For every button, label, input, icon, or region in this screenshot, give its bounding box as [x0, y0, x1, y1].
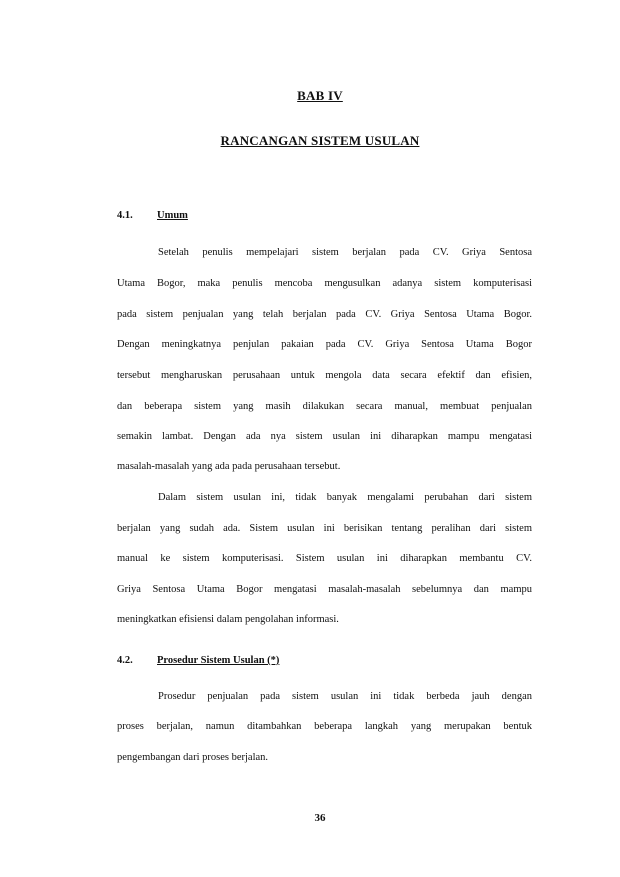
paragraph-line: Utama Bogor, maka penulis mencoba mengusulkan adanya sistem komputerisasi	[117, 278, 532, 289]
paragraph-line: pengembangan dari proses berjalan.	[117, 752, 269, 763]
paragraph-line: meningkatkan efisiensi dalam pengolahan informasi.	[117, 614, 339, 625]
paragraph-line: tersebut mengharuskan perusahaan untuk mengola data secara efektif dan efisien,	[117, 370, 532, 381]
paragraph-line: semakin lambat. Dengan ada nya sistem usulan ini diharapkan mampu mengatasi	[117, 431, 532, 442]
paragraph-line: pada sistem penjualan yang telah berjalan pada CV. Griya Sentosa Utama Bogor.	[117, 309, 532, 320]
paragraph-line: manual ke sistem komputerisasi. Sistem usulan ini diharapkan membantu CV.	[117, 553, 532, 564]
chapter-heading: BAB IV	[297, 88, 343, 103]
paragraph-line: Prosedur penjualan pada sistem usulan ini tidak berbeda jauh dengan	[158, 691, 532, 702]
paragraph-line: berjalan yang sudah ada. Sistem usulan ini berisikan tentang peralihan dari sistem	[117, 523, 532, 534]
section-number: 4.1.	[117, 210, 133, 221]
section-title: Umum	[157, 210, 188, 221]
paragraph-line: dan beberapa sistem yang masih dilakukan secara manual, membuat penjualan	[117, 401, 532, 412]
paragraph-line: Dengan meningkatnya penjulan pakaian pada CV. Griya Sentosa Utama Bogor	[117, 339, 532, 350]
section-title: Prosedur Sistem Usulan (*)	[157, 655, 280, 666]
section-number: 4.2.	[117, 655, 133, 666]
paragraph-line: masalah-masalah yang ada pada perusahaan tersebut.	[117, 461, 341, 472]
page-number: 36	[314, 812, 326, 824]
paragraph-line: Setelah penulis mempelajari sistem berjalan pada CV. Griya Sentosa	[158, 247, 532, 258]
chapter-title: RANCANGAN SISTEM USULAN	[220, 133, 420, 148]
paragraph-line: Dalam sistem usulan ini, tidak banyak mengalami perubahan dari sistem	[158, 492, 532, 503]
paragraph-line: Griya Sentosa Utama Bogor mengatasi masalah-masalah sebelumnya dan mampu	[117, 584, 532, 595]
paragraph-line: proses berjalan, namun ditambahkan beberapa langkah yang merupakan bentuk	[117, 721, 532, 732]
